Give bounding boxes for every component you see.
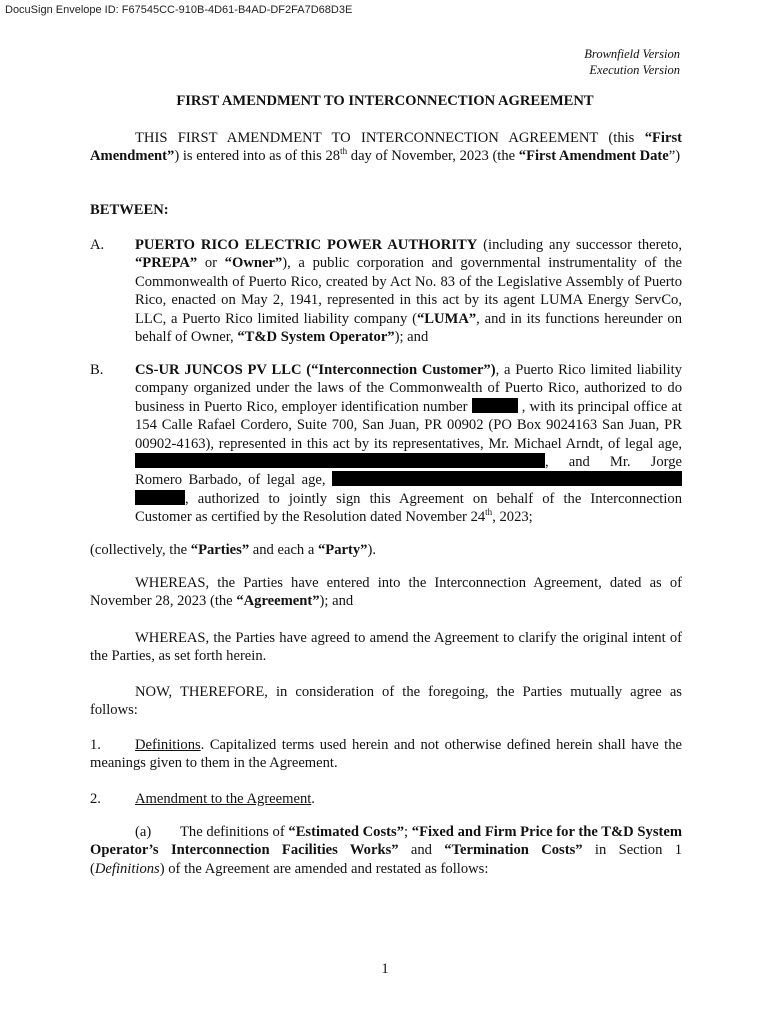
- party-b-paragraph: CS-UR JUNCOS PV LLC (“Interconnection Customer”), a Puerto Rico limited liability company organized under the laws of the Commonwealth of Puerto Rico, authorized to do business in Puerto Rico, employer identification number , with its principal office at 154 Calle Rafael Cordero, Suite 700, San Juan, PR 00902 (PO Box 9024163 San Juan, PR 00902-4163), represented in this act by its representatives, Mr. Michael Arndt, of legal age, , and Mr. Jorge Romero Barbado, of legal age, , authorized to jointly sign this Agreement on behalf of the Interconnection Customer as certified by the Resolution dated November 24th, 2023;: [135, 362, 682, 526]
- section-2a-paragraph: (a) The definitions of “Estimated Costs”; “Fixed and Firm Price for the T&D System Operator’s Interconnection Facilities Works” and “Termination Costs” in Section 1 (Definitions) of the Agreement are amended and restated as follows:: [90, 824, 682, 877]
- version-label-brownfield: Brownfield Version: [584, 47, 680, 61]
- docusign-envelope-id: DocuSign Envelope ID: F67545CC-910B-4D61-B4AD-DF2FA7D68D3E: [5, 4, 353, 16]
- collectively-paragraph: (collectively, the “Parties” and each a “Party”).: [90, 542, 376, 558]
- party-a-paragraph: PUERTO RICO ELECTRIC POWER AUTHORITY (including any successor thereto, “PREPA” or “Owner”), a public corporation and governmental instrumentality of the Commonwealth of Puerto Rico, created by Act No. 83 of the Legislative Assembly of Puerto Rico, enacted on May 2, 1941, represented in this act by its agent LUMA Energy ServCo, LLC, a Puerto Rico limited liability company (“LUMA”, and in its functions hereunder on behalf of Owner, “T&D System Operator”); and: [135, 237, 682, 346]
- section-1-definitions: 1. Definitions. Capitalized terms used herein and not otherwise defined herein shall have the meanings given to them in the Agreement.: [90, 737, 682, 772]
- intro-paragraph: THIS FIRST AMENDMENT TO INTERCONNECTION AGREEMENT (this “First Amendment”) is entered into as of this 28th day of November, 2023 (the “First Amendment Date”): [90, 130, 682, 165]
- party-b-label: B.: [90, 362, 104, 378]
- now-therefore-paragraph: NOW, THEREFORE, in consideration of the foregoing, the Parties mutually agree as follows:: [90, 684, 682, 719]
- page-number: 1: [381, 961, 389, 977]
- redaction-box: [135, 490, 185, 505]
- redaction-box: [472, 398, 518, 413]
- section-2-amendment: 2. Amendment to the Agreement.: [90, 791, 315, 807]
- party-a-label: A.: [90, 237, 105, 253]
- between-heading: BETWEEN:: [90, 202, 169, 218]
- redaction-box: [135, 453, 545, 468]
- whereas-paragraph-2: WHEREAS, the Parties have agreed to amend the Agreement to clarify the original intent of the Parties, as set forth herein.: [90, 630, 682, 665]
- redaction-box: [332, 471, 682, 486]
- whereas-paragraph-1: WHEREAS, the Parties have entered into the Interconnection Agreement, dated as of November 28, 2023 (the “Agreement”); and: [90, 575, 682, 610]
- document-title: FIRST AMENDMENT TO INTERCONNECTION AGREEMENT: [176, 93, 594, 109]
- version-label-execution: Execution Version: [589, 63, 680, 77]
